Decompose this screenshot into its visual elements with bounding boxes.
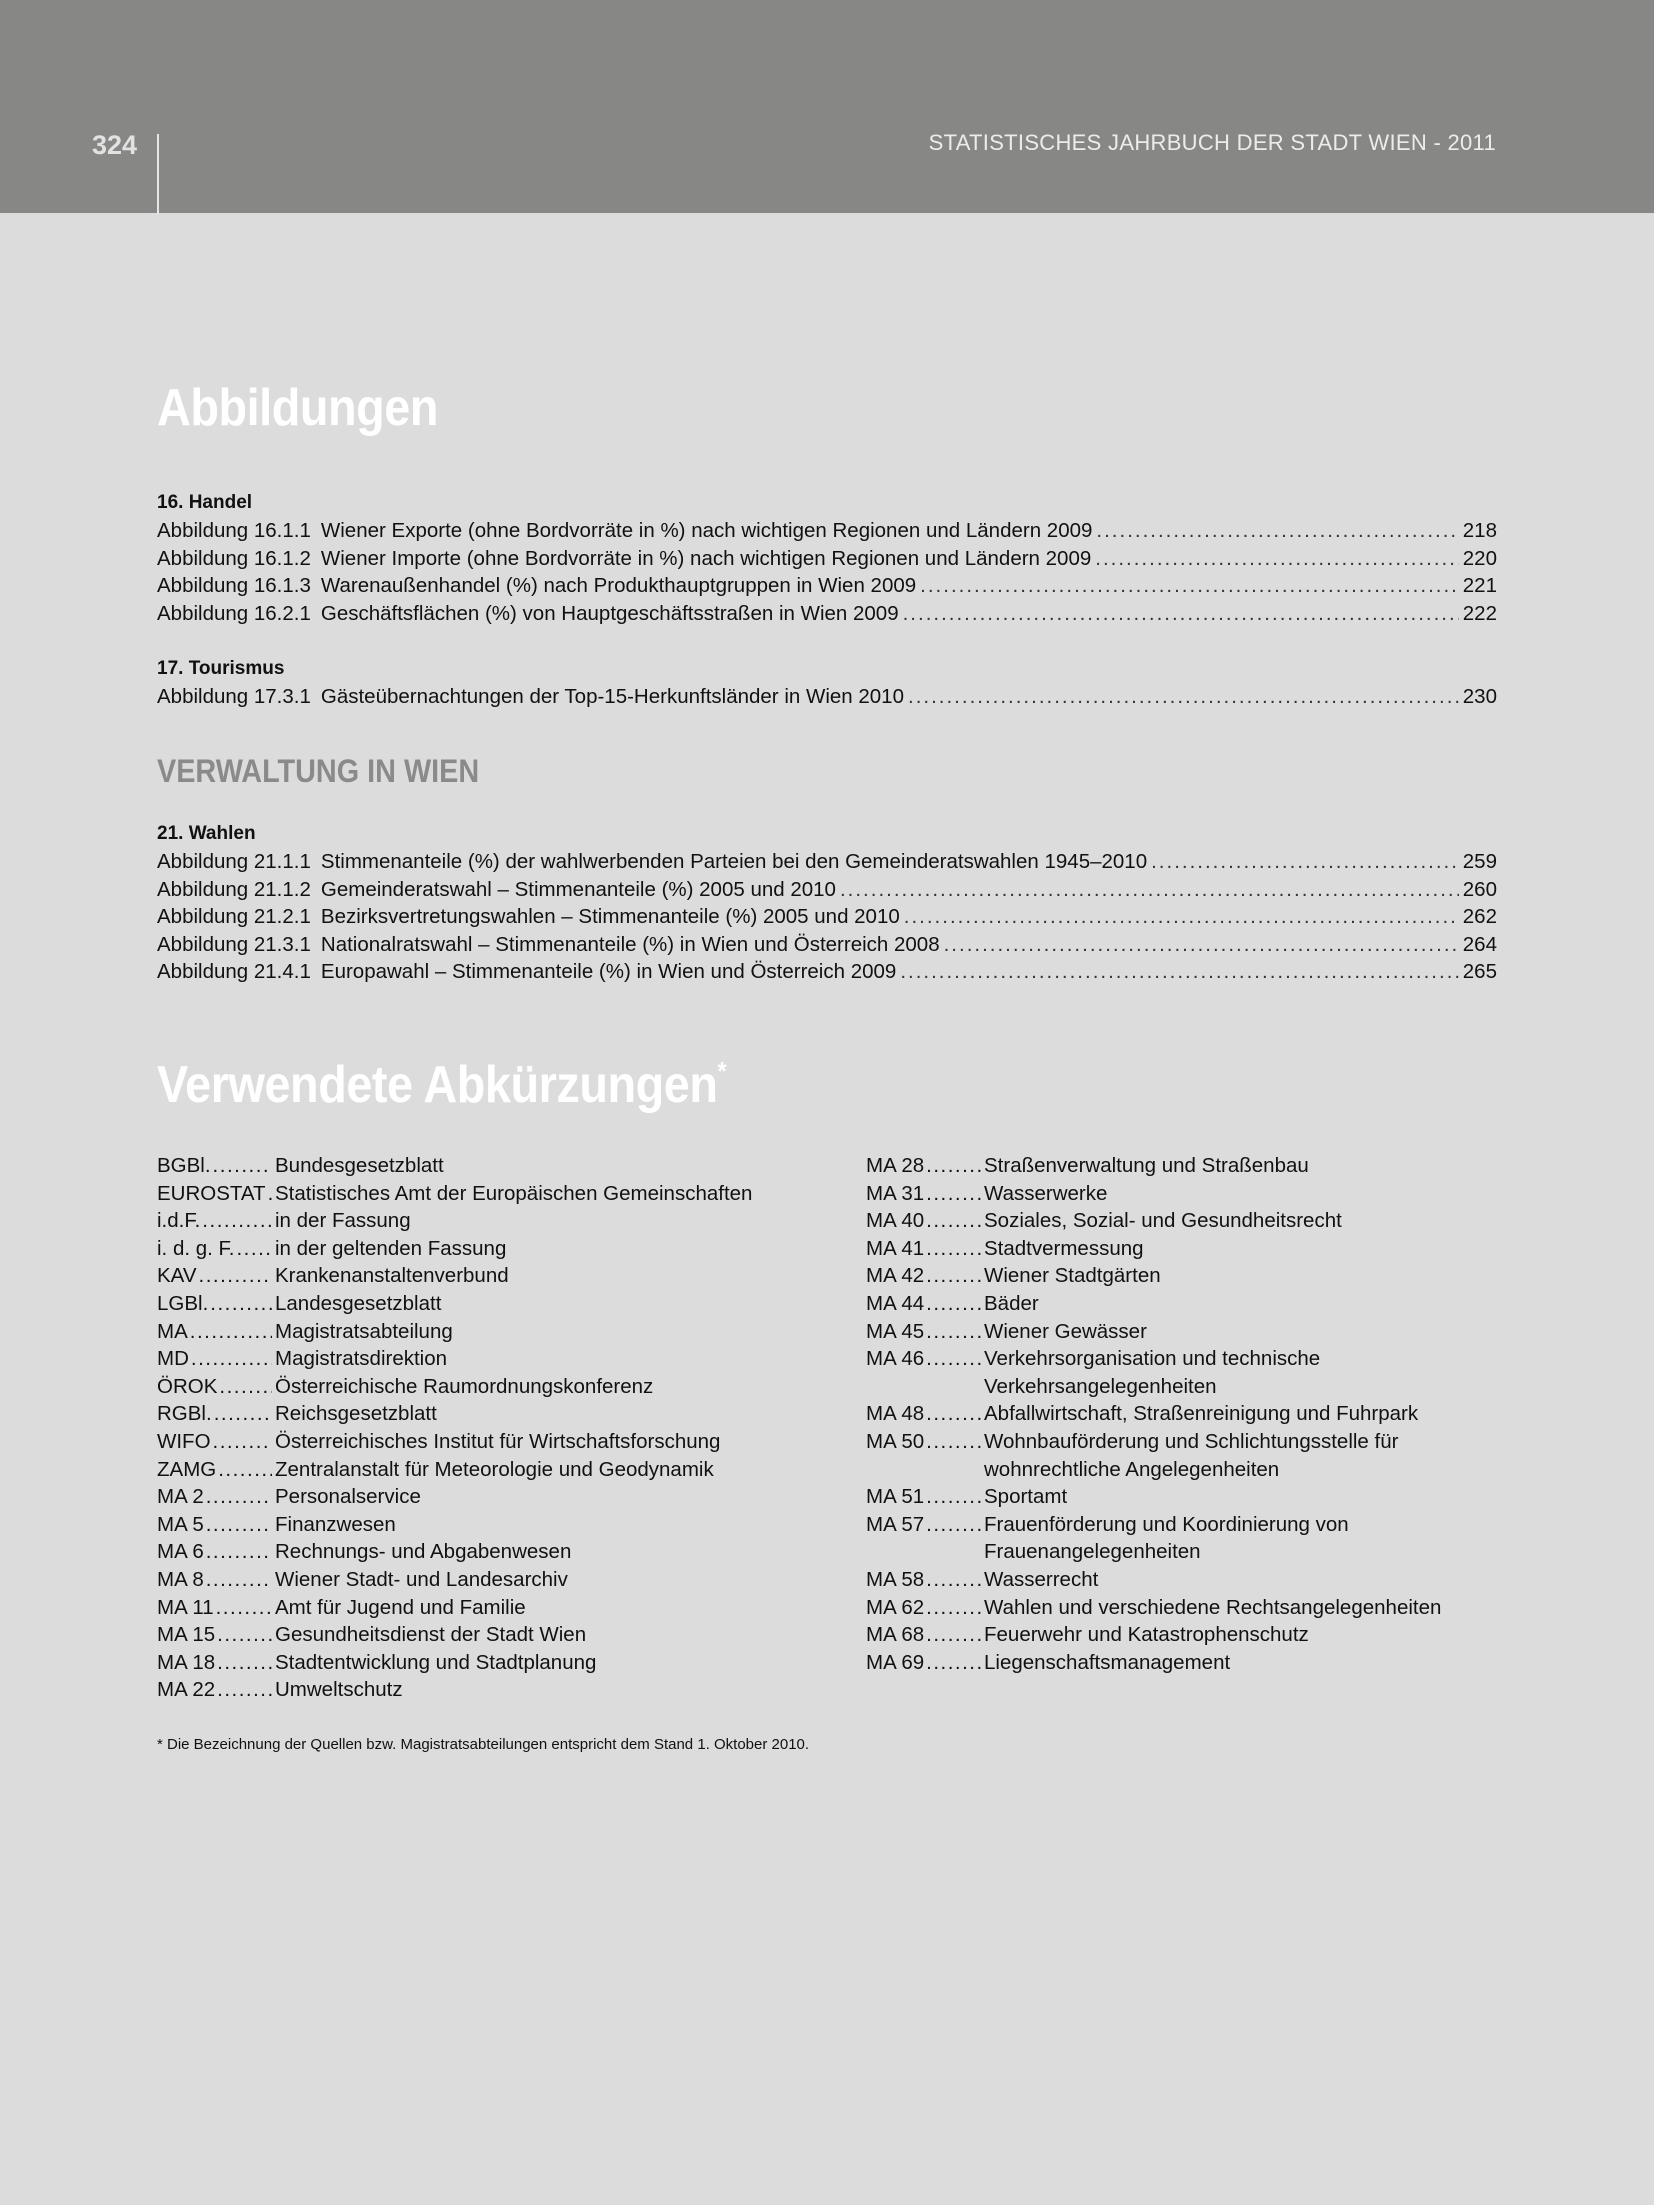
abbreviation-key: MA 2 — [157, 1485, 204, 1509]
abbreviation-meaning — [275, 1152, 797, 1180]
abbreviation-meaning — [984, 1180, 1506, 1208]
abbreviation-key: MA 44 — [866, 1291, 925, 1315]
abbreviation-key-cell — [866, 1262, 984, 1290]
abbreviation-row — [157, 1345, 797, 1373]
toc-row — [157, 903, 1497, 931]
toc-row — [157, 545, 1497, 573]
toc-row — [157, 600, 1497, 628]
dot-leader — [926, 1483, 981, 1511]
abbreviation-meaning — [984, 1207, 1506, 1235]
dot-leader — [1095, 545, 1459, 573]
dot-leader — [926, 1566, 981, 1594]
dot-leader — [190, 1318, 272, 1346]
page-ref: 221 — [1462, 574, 1497, 598]
abbreviation-key-cell — [157, 1345, 275, 1373]
dot-leader — [926, 1207, 981, 1235]
figure-label: Abbildung 21.3.1 — [157, 932, 311, 956]
dot-leader — [191, 1345, 272, 1373]
abbreviation-key-cell — [866, 1180, 984, 1208]
abbreviation-key-cell — [157, 1373, 275, 1401]
abbreviation-meaning — [275, 1456, 797, 1484]
abbreviation-key: MA 69 — [866, 1650, 925, 1674]
abbreviation-meaning — [275, 1566, 797, 1594]
abbreviation-meaning-line: Verkehrsangelegenheiten — [984, 1374, 1217, 1398]
abbreviation-meaning-line: Bundesgesetzblatt — [275, 1154, 444, 1177]
figure-label: Abbildung 16.1.1 — [157, 519, 311, 542]
abbreviation-key: EUROSTAT — [157, 1181, 266, 1205]
abbreviation-row — [866, 1594, 1506, 1622]
figure-label: Abbildung 21.4.1 — [157, 960, 311, 984]
abbreviation-row — [157, 1566, 797, 1594]
abbreviation-meaning-line: Landesgesetzblatt — [275, 1291, 442, 1315]
abbreviation-key-cell — [866, 1649, 984, 1677]
abbreviation-meaning — [984, 1152, 1506, 1180]
toc-row — [157, 683, 1497, 711]
dot-leader — [926, 1428, 981, 1483]
abbreviation-meaning-line: Bäder — [984, 1291, 1039, 1315]
abbreviation-row — [157, 1428, 797, 1456]
toc-section-tourismus — [157, 655, 1497, 711]
abbreviation-meaning-line: Sportamt — [984, 1485, 1068, 1509]
abbreviation-meaning-line: Magistratsdirektion — [275, 1347, 448, 1371]
toc-row — [157, 572, 1497, 600]
page-number: 324 — [92, 130, 138, 160]
abbreviation-meaning-line: Straßenverwaltung und Straßenbau — [984, 1154, 1309, 1177]
abbreviation-key-cell — [157, 1566, 275, 1594]
abbreviation-key-cell — [866, 1345, 984, 1400]
dot-leader — [214, 1400, 272, 1428]
abbreviation-key-cell — [157, 1262, 275, 1290]
abbreviation-key-cell — [157, 1207, 275, 1235]
abbreviation-row — [157, 1262, 797, 1290]
abbreviation-key-cell — [866, 1621, 984, 1649]
dot-leader — [926, 1400, 981, 1428]
dot-leader — [206, 1511, 272, 1539]
abbreviation-row — [157, 1676, 797, 1704]
toc-row — [157, 876, 1497, 904]
dot-leader — [210, 1290, 272, 1318]
page-header — [0, 0, 1654, 213]
abbreviation-row — [157, 1511, 797, 1539]
abbreviation-key-cell — [157, 1456, 275, 1484]
figure-label: Abbildung 17.3.1 — [157, 685, 311, 708]
abbreviation-meaning-line: Wiener Stadt- und Landesarchiv — [275, 1567, 568, 1591]
abbreviation-meaning-line: Zentralanstalt für Meteorologie und Geodynamik — [275, 1457, 714, 1481]
abbreviation-meaning — [275, 1373, 797, 1401]
abbreviation-row — [866, 1621, 1506, 1649]
dot-leader — [236, 1235, 272, 1263]
abbreviation-row — [157, 1207, 797, 1235]
abbreviation-meaning-line: Liegenschaftsmanagement — [984, 1650, 1231, 1674]
abbreviation-key-cell — [157, 1235, 275, 1263]
dot-leader — [216, 1594, 272, 1622]
abbreviation-row — [157, 1152, 797, 1180]
abbreviation-meaning-line: in der geltenden Fassung — [275, 1236, 507, 1260]
dot-leader — [926, 1235, 981, 1263]
abbreviation-meaning-line: in der Fassung — [275, 1209, 411, 1233]
abbreviation-key: i. d. g. F. — [157, 1236, 235, 1260]
figure-title: Warenaußenhandel (%) nach Produkthauptgruppen in Wien 2009 — [320, 574, 917, 598]
abbreviation-key-cell — [866, 1594, 984, 1622]
figure-title: Wiener Exporte (ohne Bordvorräte in %) nach wichtigen Regionen und Ländern 2009 — [320, 519, 1093, 542]
abbreviation-key: MA 28 — [866, 1154, 925, 1177]
dot-leader — [206, 1566, 272, 1594]
abbreviation-meaning-line: Wasserwerke — [984, 1181, 1108, 1205]
footnote: * Die Bezeichnung der Quellen bzw. Magistratsabteilungen entspricht dem Stand 1. Oktober 2010. — [157, 1736, 810, 1753]
abbreviation-key-cell — [157, 1483, 275, 1511]
dot-leader — [908, 683, 1459, 711]
abbreviation-meaning-line: Soziales, Sozial- und Gesundheitsrecht — [984, 1209, 1342, 1233]
abbreviation-key: MA 45 — [866, 1319, 925, 1343]
dot-leader — [926, 1649, 981, 1677]
dot-leader — [903, 600, 1459, 628]
abbreviation-meaning — [275, 1400, 797, 1428]
abbreviation-meaning-line: Wohnbauförderung und Schlichtungsstelle für — [984, 1429, 1399, 1453]
page-ref: 262 — [1462, 905, 1497, 929]
dot-leader — [900, 958, 1458, 986]
figure-title: Wiener Importe (ohne Bordvorräte in %) nach wichtigen Regionen und Ländern 2009 — [320, 546, 1092, 570]
abbreviation-key: MA 5 — [157, 1512, 204, 1536]
footnote-mark: * — [717, 1056, 727, 1086]
abbreviations-right-column — [866, 1152, 1506, 1676]
abbreviation-row — [157, 1621, 797, 1649]
abbreviation-meaning-line: Rechnungs- und Abgabenwesen — [275, 1540, 572, 1564]
abbreviation-meaning — [275, 1180, 797, 1208]
abbreviation-row — [157, 1456, 797, 1484]
abbreviation-meaning — [275, 1621, 797, 1649]
abbreviation-key-cell — [157, 1290, 275, 1318]
dot-leader — [926, 1262, 981, 1290]
abbreviation-key: MA 22 — [157, 1678, 216, 1702]
abbreviation-meaning — [275, 1290, 797, 1318]
figure-title: Bezirksvertretungswahlen – Stimmenanteile (%) 2005 und 2010 — [320, 905, 900, 929]
abbreviation-key-cell — [866, 1207, 984, 1235]
abbreviation-row — [157, 1594, 797, 1622]
abbreviation-key: MA 68 — [866, 1623, 925, 1647]
abbreviation-key-cell — [157, 1621, 275, 1649]
abbreviation-key: MA 62 — [866, 1595, 925, 1619]
abbreviation-key: MA 41 — [866, 1236, 925, 1260]
abbreviation-row — [866, 1345, 1506, 1400]
abbreviation-key-cell — [866, 1483, 984, 1511]
abbreviation-key-cell — [157, 1594, 275, 1622]
abbreviation-key: ZAMG — [157, 1457, 217, 1481]
page-ref: 265 — [1462, 960, 1497, 984]
abbreviation-meaning — [275, 1649, 797, 1677]
abbreviation-meaning — [984, 1318, 1506, 1346]
abbreviation-meaning — [984, 1566, 1506, 1594]
abbreviation-key: i.d.F. — [157, 1209, 201, 1233]
dot-leader — [217, 1649, 272, 1677]
abbreviation-meaning-line: Krankenanstaltenverbund — [275, 1264, 509, 1288]
abbreviation-key: MA 57 — [866, 1512, 925, 1536]
abbreviation-row — [866, 1235, 1506, 1263]
abbreviation-meaning — [984, 1511, 1506, 1566]
abbreviation-key: MA 8 — [157, 1567, 204, 1591]
abbreviation-meaning — [275, 1428, 797, 1456]
toc-section-title: 17. Tourismus — [157, 658, 285, 679]
abkuerzungen-heading — [157, 1055, 726, 1115]
abbreviation-key: MA 50 — [866, 1429, 925, 1453]
page-ref: 260 — [1462, 877, 1497, 901]
abbreviation-key: MD — [157, 1347, 189, 1371]
abbreviation-row — [866, 1566, 1506, 1594]
abbreviation-row — [866, 1152, 1506, 1180]
abbreviation-row — [866, 1207, 1506, 1235]
abbreviation-key: MA 48 — [866, 1402, 925, 1426]
dot-leader — [926, 1290, 981, 1318]
dot-leader — [926, 1594, 981, 1622]
abbreviation-meaning-line: Feuerwehr und Katastrophenschutz — [984, 1623, 1309, 1647]
abbreviation-meaning — [984, 1400, 1506, 1428]
abbreviation-row — [866, 1290, 1506, 1318]
figure-title: Europawahl – Stimmenanteile (%) in Wien und Österreich 2009 — [320, 960, 897, 984]
abbreviation-meaning-line: Abfallwirtschaft, Straßenreinigung und Fuhrpark — [984, 1402, 1419, 1426]
figure-title: Nationalratswahl – Stimmenanteile (%) in Wien und Österreich 2008 — [320, 932, 940, 956]
dot-leader — [213, 1152, 272, 1180]
abbreviation-row — [866, 1483, 1506, 1511]
abbreviation-meaning — [984, 1649, 1506, 1677]
abbreviation-meaning-line: Magistratsabteilung — [275, 1319, 453, 1343]
abbreviation-key: MA 46 — [866, 1347, 925, 1371]
dot-leader — [926, 1345, 981, 1400]
dot-leader — [926, 1511, 981, 1566]
figure-label: Abbildung 16.2.1 — [157, 601, 311, 625]
header-divider — [157, 134, 159, 214]
abkuerzungen-heading-text: Verwendete Abkürzungen — [157, 1056, 718, 1114]
figure-title: Gemeinderatswahl – Stimmenanteile (%) 2005 und 2010 — [320, 877, 836, 901]
abbreviation-key: MA 51 — [866, 1485, 925, 1509]
header-title: STATISTISCHES JAHRBUCH DER STADT WIEN - 2011 — [928, 130, 1496, 155]
abbreviation-meaning-line: Statistisches Amt der Europäischen Gemeinschaften — [275, 1181, 753, 1205]
abbreviation-key-cell — [866, 1290, 984, 1318]
abbreviation-key: BGBl. — [157, 1154, 211, 1177]
toc-row — [157, 931, 1497, 959]
abbreviation-meaning-line: Amt für Jugend und Familie — [275, 1595, 526, 1619]
abbreviation-key: MA 42 — [866, 1264, 925, 1288]
toc-section-handel — [157, 489, 1497, 627]
abbreviation-key: LGBl. — [157, 1291, 209, 1315]
dot-leader — [1151, 848, 1459, 876]
dot-leader — [1096, 517, 1458, 545]
abbreviations-left-column — [157, 1152, 797, 1704]
figure-title: Gästeübernachtungen der Top-15-Herkunftsländer in Wien 2010 — [320, 685, 904, 708]
dot-leader — [202, 1207, 272, 1235]
abbreviation-key-cell — [157, 1400, 275, 1428]
abbreviation-row — [866, 1649, 1506, 1677]
abbreviation-key: ÖROK — [157, 1374, 218, 1398]
page-ref: 264 — [1462, 932, 1497, 956]
dot-leader — [206, 1483, 272, 1511]
abbreviation-meaning — [984, 1483, 1506, 1511]
abbreviation-meaning-line: Reichsgesetzblatt — [275, 1402, 437, 1426]
abbreviation-meaning — [275, 1483, 797, 1511]
abbreviation-row — [157, 1400, 797, 1428]
abbildungen-heading: Abbildungen — [157, 379, 438, 437]
toc-section-title: 16. Handel — [157, 492, 253, 513]
figure-label: Abbildung 21.1.2 — [157, 877, 311, 901]
page-ref: 222 — [1462, 601, 1497, 625]
abbreviation-row — [157, 1290, 797, 1318]
dot-leader — [199, 1262, 273, 1290]
abbreviation-key-cell — [157, 1152, 275, 1180]
abbreviation-key-cell — [157, 1318, 275, 1346]
abbreviation-key: MA — [157, 1319, 188, 1343]
abbreviation-meaning-line: Personalservice — [275, 1485, 421, 1509]
abbreviation-row — [866, 1428, 1506, 1483]
abbreviation-meaning — [984, 1290, 1506, 1318]
abbreviation-key-cell — [157, 1180, 275, 1208]
abbreviation-key-cell — [866, 1235, 984, 1263]
abbreviation-row — [157, 1373, 797, 1401]
page-ref: 218 — [1462, 519, 1497, 542]
abbreviation-key-cell — [866, 1428, 984, 1483]
abbreviation-row — [866, 1511, 1506, 1566]
abbreviation-meaning — [275, 1538, 797, 1566]
abbreviation-key-cell — [866, 1318, 984, 1346]
abbreviation-key-cell — [866, 1511, 984, 1566]
abbreviation-key: KAV — [157, 1264, 197, 1288]
abbreviation-key-cell — [157, 1538, 275, 1566]
abbreviation-key-cell — [866, 1400, 984, 1428]
abbreviation-key: MA 6 — [157, 1540, 204, 1564]
abbreviation-meaning-line: Wasserrecht — [984, 1567, 1099, 1591]
dot-leader — [217, 1676, 272, 1704]
abbreviation-row — [866, 1180, 1506, 1208]
abbreviation-row — [866, 1318, 1506, 1346]
abbreviation-meaning-line: Finanzwesen — [275, 1512, 396, 1536]
abbreviation-key: MA 40 — [866, 1209, 925, 1233]
dot-leader — [926, 1152, 981, 1180]
abbreviation-key-cell — [157, 1511, 275, 1539]
abbreviation-key-cell — [157, 1649, 275, 1677]
abbreviation-meaning-line: Stadtentwicklung und Stadtplanung — [275, 1650, 597, 1674]
abbreviation-meaning — [275, 1676, 797, 1704]
abbreviation-meaning — [275, 1262, 797, 1290]
abbreviation-meaning-line: Wiener Stadtgärten — [984, 1264, 1161, 1288]
abbreviation-key: MA 15 — [157, 1623, 216, 1647]
abbreviation-meaning-line: wohnrechtliche Angelegenheiten — [984, 1457, 1280, 1481]
abbreviation-meaning-line: Wahlen und verschiedene Rechtsangelegenheiten — [984, 1595, 1442, 1619]
abbreviation-meaning — [275, 1345, 797, 1373]
toc-row — [157, 517, 1497, 545]
dot-leader — [219, 1373, 272, 1401]
toc-row — [157, 848, 1497, 876]
dot-leader — [840, 876, 1459, 904]
abbreviation-meaning — [984, 1345, 1506, 1400]
abbreviation-meaning — [275, 1235, 797, 1263]
figure-label: Abbildung 16.1.2 — [157, 546, 311, 570]
abbreviation-key: MA 31 — [866, 1181, 925, 1205]
dot-leader — [926, 1318, 981, 1346]
abbreviation-meaning-line: Frauenangelegenheiten — [984, 1540, 1201, 1564]
abbreviation-key: MA 11 — [157, 1595, 214, 1619]
abbreviation-row — [157, 1649, 797, 1677]
abbreviation-key-cell — [866, 1566, 984, 1594]
abbreviation-meaning-line: Österreichische Raumordnungskonferenz — [275, 1374, 654, 1398]
abbreviation-key: RGBl. — [157, 1402, 212, 1426]
dot-leader — [926, 1621, 981, 1649]
abbreviation-row — [157, 1180, 797, 1208]
page-ref: 259 — [1462, 850, 1497, 873]
dot-leader — [206, 1538, 272, 1566]
dot-leader — [944, 931, 1459, 959]
abbreviation-meaning — [984, 1594, 1506, 1622]
dot-leader — [920, 572, 1459, 600]
abbreviation-row — [157, 1538, 797, 1566]
dot-leader — [926, 1180, 981, 1208]
page-ref: 230 — [1462, 685, 1497, 708]
figure-label: Abbildung 21.1.1 — [157, 850, 311, 873]
abbreviation-meaning-line: Frauenförderung und Koordinierung von — [984, 1512, 1349, 1536]
abbreviation-meaning-line: Stadtvermessung — [984, 1236, 1144, 1260]
abbreviation-key: MA 58 — [866, 1567, 925, 1591]
abbreviation-meaning — [275, 1318, 797, 1346]
figure-label: Abbildung 16.1.3 — [157, 574, 311, 598]
abbreviation-meaning — [275, 1511, 797, 1539]
abbreviation-meaning — [275, 1594, 797, 1622]
abbreviation-row — [157, 1235, 797, 1263]
abbreviation-key: WIFO — [157, 1429, 211, 1453]
page-ref: 220 — [1462, 546, 1497, 570]
abbreviation-meaning — [984, 1428, 1506, 1483]
abbreviation-row — [157, 1318, 797, 1346]
abbreviation-key-cell — [866, 1152, 984, 1180]
figure-title: Stimmenanteile (%) der wahlwerbenden Parteien bei den Gemeinderatswahlen 1945–2010 — [320, 850, 1148, 873]
abbreviation-meaning-line: Umweltschutz — [275, 1678, 403, 1702]
dot-leader — [213, 1428, 272, 1456]
toc-section-wahlen — [157, 820, 1497, 986]
dot-leader — [217, 1621, 272, 1649]
abbreviation-meaning-line: Gesundheitsdienst der Stadt Wien — [275, 1623, 587, 1647]
abbreviation-meaning — [984, 1262, 1506, 1290]
abbreviation-meaning-line: Wiener Gewässer — [984, 1319, 1147, 1343]
abbreviation-row — [866, 1400, 1506, 1428]
abbreviation-key: MA 18 — [157, 1650, 216, 1674]
dot-leader — [268, 1180, 272, 1208]
abbreviation-meaning — [984, 1235, 1506, 1263]
abbreviation-key-cell — [157, 1676, 275, 1704]
figure-label: Abbildung 21.2.1 — [157, 905, 311, 929]
dot-leader — [904, 903, 1459, 931]
verwaltung-heading: VERWALTUNG IN WIEN — [157, 753, 480, 789]
abbreviation-row — [157, 1483, 797, 1511]
dot-leader — [218, 1456, 272, 1484]
toc-row — [157, 958, 1497, 986]
abbreviation-meaning — [275, 1207, 797, 1235]
abbreviation-row — [866, 1262, 1506, 1290]
abbreviation-key-cell — [157, 1428, 275, 1456]
abbreviation-meaning — [984, 1621, 1506, 1649]
figure-title: Geschäftsflächen (%) von Hauptgeschäftsstraßen in Wien 2009 — [320, 601, 899, 625]
abbreviation-meaning-line: Verkehrsorganisation und technische — [984, 1347, 1321, 1371]
toc-section-title: 21. Wahlen — [157, 823, 256, 844]
abbreviation-meaning-line: Österreichisches Institut für Wirtschaftsforschung — [275, 1429, 721, 1453]
